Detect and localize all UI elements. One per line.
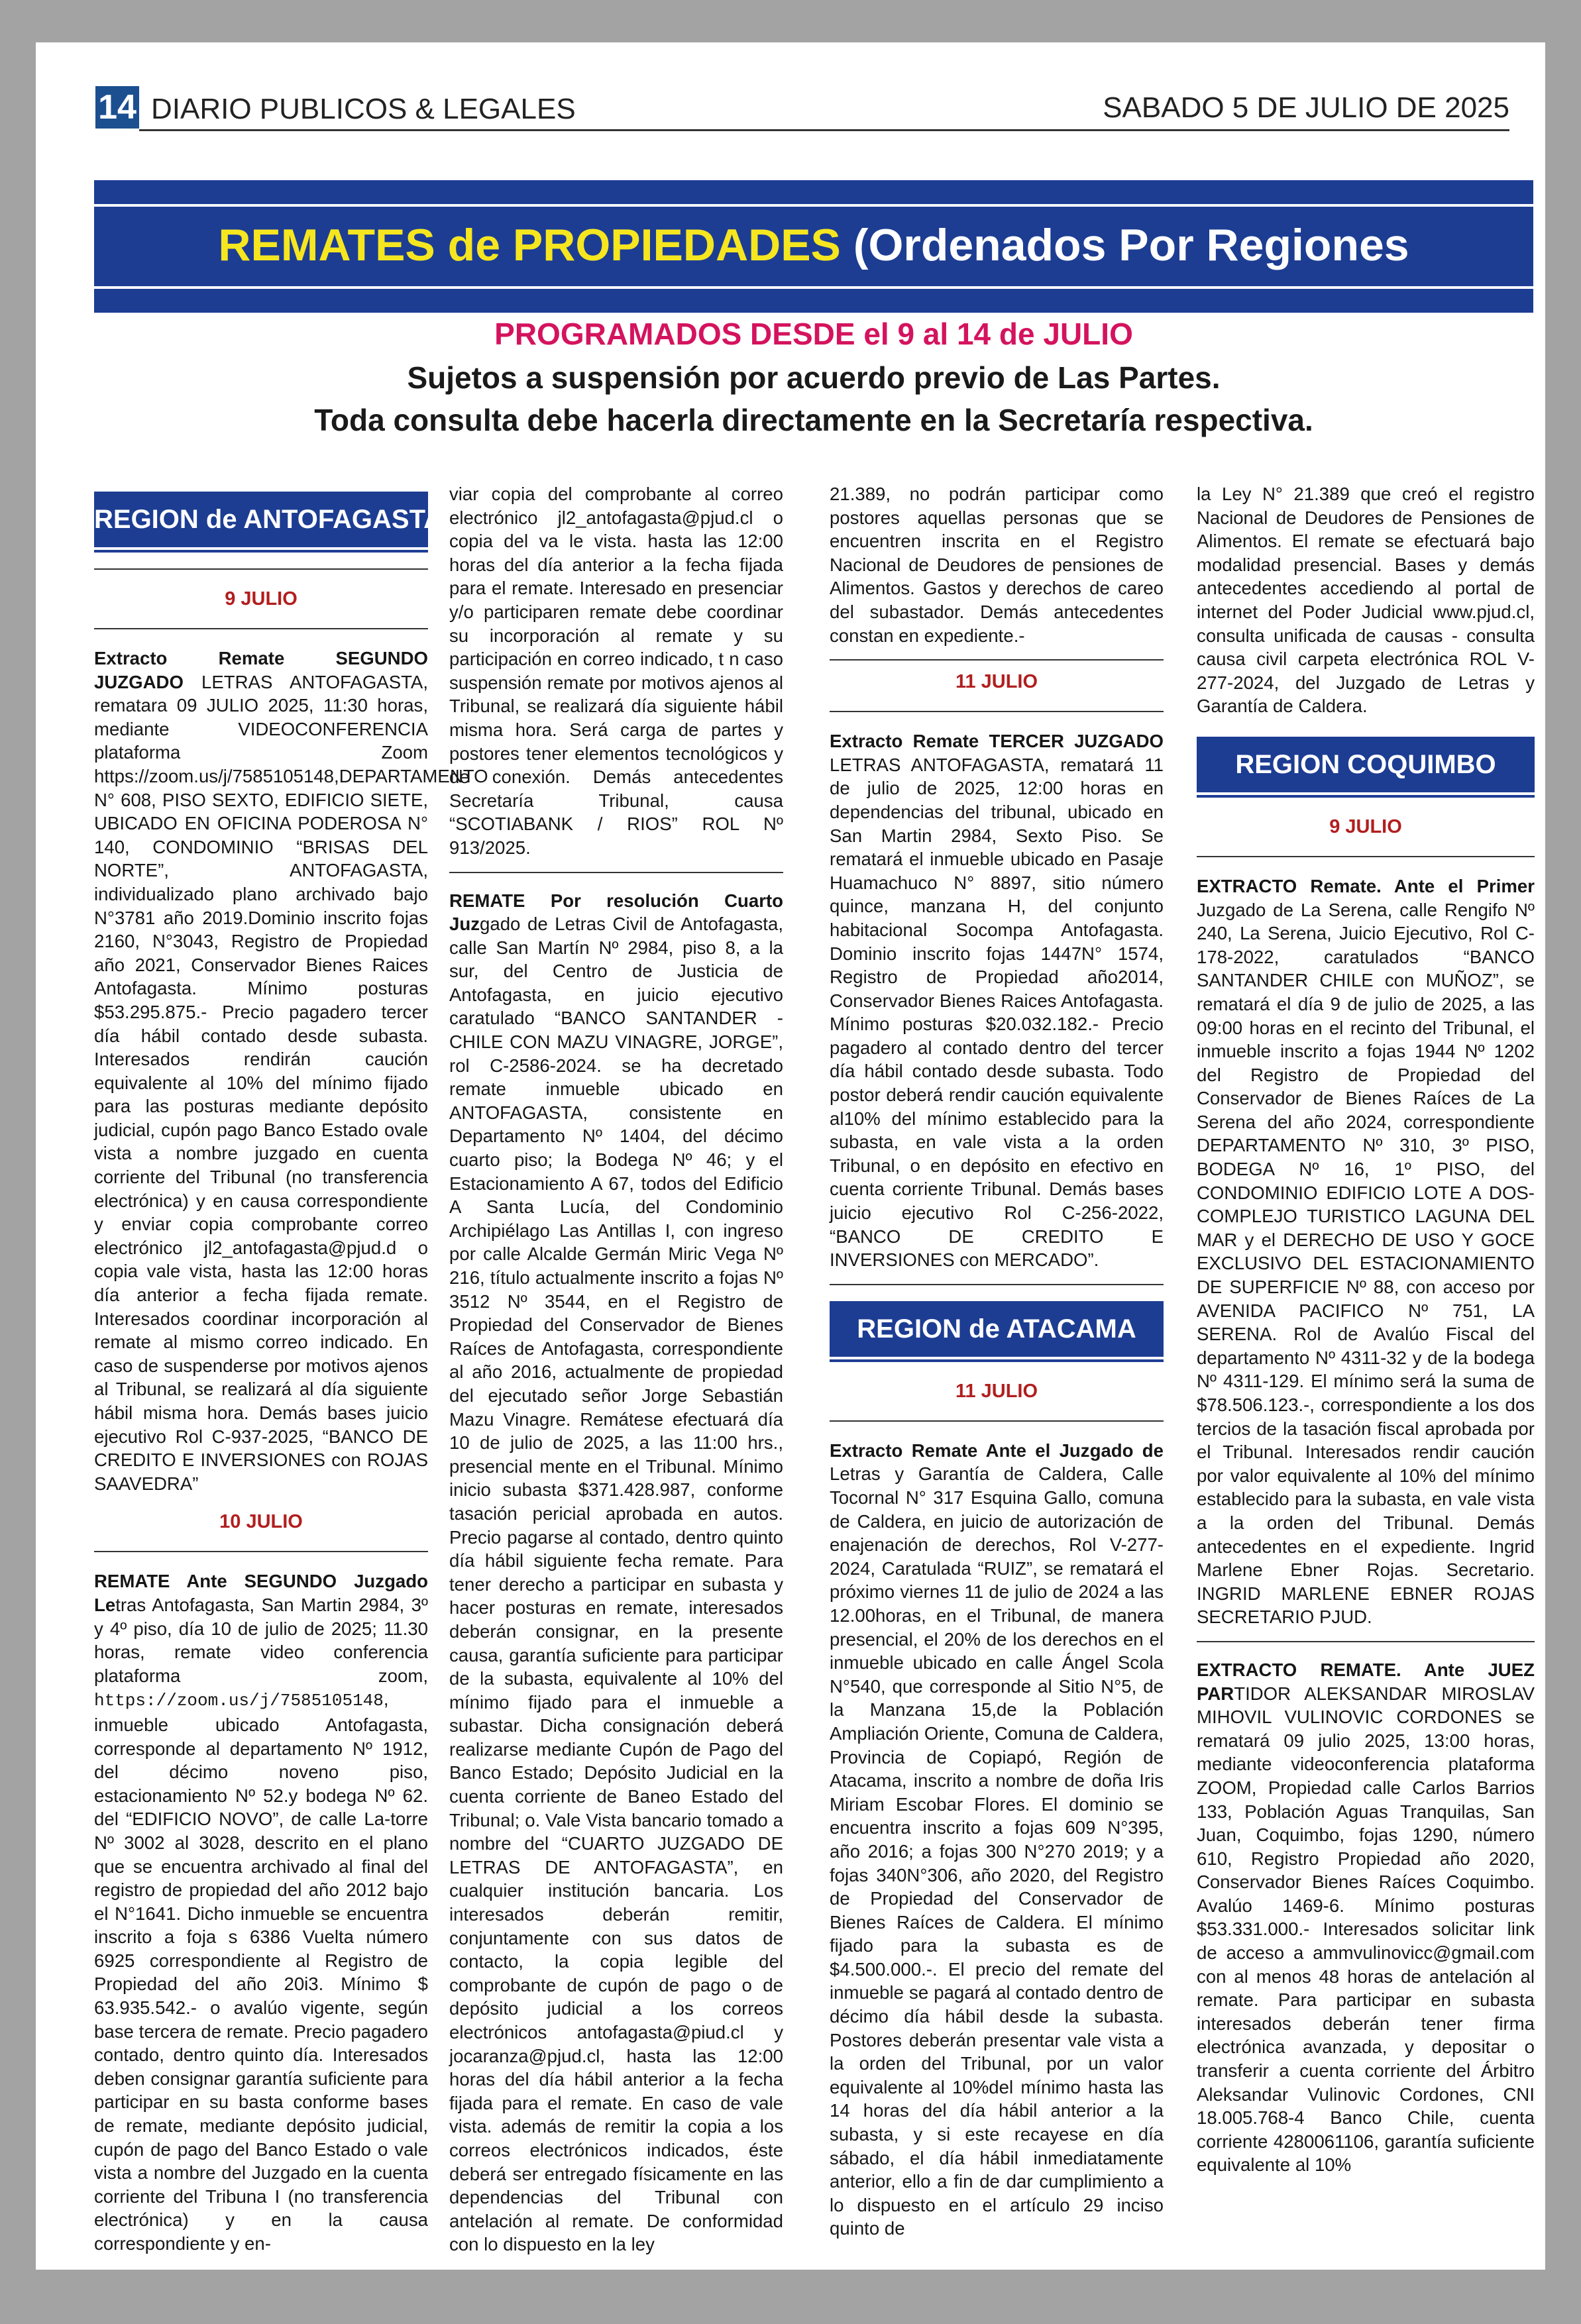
suspension-notice: Sujetos a suspensión por acuerdo previo de Las Partes.: [407, 360, 1221, 395]
notice-lead: REMATE Por resolución Cuarto Juz: [449, 890, 783, 935]
notice-lead: EXTRACTO Remate. Ante el Primer: [1197, 875, 1535, 896]
issue-date: SABADO 5 DE JULIO DE 2025: [1103, 91, 1509, 124]
date-heading: 9 JULIO: [225, 588, 298, 609]
auction-notice: [1197, 874, 1535, 1629]
date-divider: [94, 1536, 428, 1552]
notice-lead: Extracto Remate Ante el Juzgado de: [830, 1440, 1164, 1461]
publication-name: DIARIO PUBLICOS & LEGALES: [151, 93, 576, 125]
auction-notice: [94, 647, 488, 1495]
date-heading: 9 JULIO: [1329, 816, 1402, 837]
notice-body: LETRAS ANTOFAGASTA, rematará 11 de julio de 2025, 12:00 horas en dependencias del tribunal, ubicado en San Martin 2984, Sexto Piso. Se rematará el inmueble ubicado en Pasaje Huamachuco N° 8897, sitio número quince, manzana H, del conjunto habitacional Socompa Antofagasta. Dominio inscrito fojas 1447N° 1574, Registro de Propiedad año2014, Conservador Bienes Raices Antofagasta. Mínimo posturas $20.032.182.- Precio pagadero al contado dentro del tercer día hábil contado desde subasta. Todo postor deberá rendir caución equivalente al10% del mínimo establecido para la subasta, en vale vista a la orden Tribunal, o en depósito en efectivo en cuenta corriente Tribunal. Demás bases juicio ejecutivo Rol C-256-2022, “BANCO DE CREDITO E INVERSIONES con MERCADO”.: [830, 754, 1164, 1271]
notice-body: Juzgado de La Serena, calle Rengifo Nº 240, La Serena, Juicio Ejecutivo, Rol C-178-2022, caratulados “BANCO SANTANDER CHILE con MUÑOZ”, se rematará el día 9 de julio de 2025, a las 09:00 horas en el recinto del Tribunal, el inmueble inscrito a fojas 1944 Nº 1202 del Registro de Propiedad del Conservador de Bienes Raíces de La Serena del año 2024, correspondiente DEPARTAMENTO Nº 310, 3º PISO, BODEGA Nº 16, 1º PISO, del CONDOMINIO EDIFICIO LOTE A DOS-COMPLEJO TURISTICO LAGUNA DEL MAR y el DERECHO DE USO Y GOCE EXCLUSIVO DEL ESTACIONAMIENTO DE SUPERFICIE Nº 88, con acceso por AVENIDA PACIFICO Nº 751, LA SERENA. Rol de Avalúo Fiscal del departamento Nº 4311-32 y de la bodega Nº 4311-129. El mínimo será la suma de $78.506.123.-, correspondiente a los dos tercios de la tasación fiscal aprobada por el Tribunal. Interesados rendir caución por valor equivalente al 10% del mínimo establecido para la subasta, en vale vista a la orden del Tribunal. Demás antecedentes en el expediente. Ingrid Marlene Ebner Rojas. Secretario. INGRID MARLENE EBNER ROJAS SECRETARIO PJUD.: [1197, 899, 1535, 1628]
notice-continuation: la Ley N° 21.389 que creó el registro Nacional de Deudores de Pensiones de Alimentos. El remate se efectuará bajo modalidad presencial. Bases y demás antecedentes accediendo al portal de internet del Poder Judicial www.pjud.cl, consulta unificada de causas - consulta causa civil carpeta electrónica ROL V-277-2024, del Juzgado de Letras y Garantía de Caldera.: [1197, 484, 1535, 717]
notice-continuation: viar copia del comprobante al correo electrónico jl2_antofagasta@pjud.cl o copia del va le vista. hasta las 12:00 horas del día anterior a la fecha fijada para el remate. Interesado en presenciar y/o participaren remate debe coordinar su incorporación al remate y su participación en correo indicado, t n caso suspensión remate por motivos ajenos al Tribunal, se realizará día siguiente hábil misma hora. Será carga de partes y postores tener elementos tecnológicos y de conexión. Demás antecedentes Secretaría Tribunal, causa “SCOTIABANK / RIOS” ROL Nº 913/2025.: [449, 484, 783, 858]
consultation-notice: Toda consulta debe hacerla directamente en la Secretaría respectiva.: [314, 403, 1313, 437]
region-header-antofagasta: REGION de ANTOFAGASTA: [94, 492, 428, 550]
auction-notice: [830, 1439, 1164, 2241]
date-heading: 10 JULIO: [219, 1511, 303, 1533]
banner-title-sub: (Ordenados Por Regiones: [853, 220, 1409, 270]
column-2: [449, 482, 783, 2255]
date-divider: [830, 1406, 1164, 1422]
notice-body: , inmueble ubicado Antofagasta, corresponde al departamento Nº 1912, del décimo noveno piso, estacionamiento Nº 52.y bodega Nº 62. del “EDIFICIO NOVO”, de calle La-torre Nº 3002 al 3028, descrito en el plano que se encuentra archivado al final del registro de propiedad del año 2012 bajo el N°1641. Dicho inmueble se encuentra inscrito a foja s 6386 Vuelta número 6925 correspondiente al Registro de Propiedad del año 20i3. Mínimo $ 63.935.542.- o avalúo vigente, según base tercera de remate. Precio pagadero contado, dentro quinto día. Interesados deben consignar garantía suficiente para participar en su basta conforme bases de remate, mediante depósito judicial, cupón de pago del Banco Estado o vale vista a nombre del Juzgado en la cuenta corriente del Tribuna I (no transferencia electrónica) y en la causa correspondiente y en-: [94, 1689, 428, 2254]
notice-body: TIDOR ALEKSANDAR MIROSLAV MIHOVIL VULINOVIC CORDONES se rematará 09 julio 2025, 13:00 horas, mediante videoconferencia plataforma ZOOM, Propiedad calle Carlos Barrios 133, Población Aguas Tranquilas, San Juan, Coquimbo, fojas 1290, número 610, Registro Propiedad año 2020, Conservador Bienes Raíces Coquimbo. Avalúo 1469-6. Mínimo posturas $53.331.000.- Interesados solicitar link de acceso a ammvulinovicc@gmail.com con al menos 48 horas de antelación al remate. Para participar en subasta interesados deberán tener firma electrónica avanzada, y depositar o transferir a cuenta corriente del Árbitro Aleksandar Vulinovic Cordones, CNI 18.005.768-4 Banco Chile, cuenta corriente 4280061106, garantía suficiente equivalente al 10%: [1197, 1683, 1535, 2176]
date-divider: [1197, 841, 1535, 857]
page-header: [95, 86, 1509, 131]
date-heading: 11 JULIO: [955, 1380, 1038, 1402]
column-4: [1197, 482, 1535, 2251]
region-header-coquimbo: REGION COQUIMBO: [1197, 737, 1535, 795]
banner-title: [94, 204, 1533, 289]
schedule-heading: PROGRAMADOS DESDE el 9 al 14 de JULIO: [494, 317, 1133, 351]
divider: [449, 872, 783, 873]
notice-body: Letras y Garantía de Caldera, Calle Tocornal N° 317 Esquina Gallo, comuna de Caldera, en juicio de autorización de enajenación de derechos, Rol V-277-2024, Caratulada “RUIZ”, se rematará el próximo viernes 11 de julio de 2024 a las 12.00horas, en el Tribunal, de manera presencial, el 20% de los derechos en el inmueble ubicado en calle Ángel Scola N°540, que corresponde al Sitio N°5, de la Manzana 15,de la Población Ampliación Oriente, Comuna de Caldera, Provincia de Copiapó, Región de Atacama, inscrito a nombre de doña Iris Miriam Escobar Flores. El dominio se encuentra inscrito a fojas 609 N°395, año 2016; a fojas 300 N°270 2019; y a fojas 340N°306, año 2020, del Registro de Propiedad del Conservador de Bienes Raíces de Caldera. El mínimo fijado para la subasta es de $4.500.000.-. El precio del remate del inmueble se pagará al contado dentro de décimo día hábil desde la subasta. Postores deberán presentar vale vista a la orden del Tribunal, por un valor equivalente al 10%del mínimo hasta las 14 horas del día hábil anterior a la subasta, y si este recayese en día sábado, el día hábil inmediatamente anterior, ello a fin de dar cumplimiento a lo dispuesto en el artículo 29 inciso quinto de: [830, 1463, 1164, 2239]
notice-lead: REMATE Ante SEGUNDO Juzgado Le: [94, 1571, 428, 1615]
divider: [830, 659, 1164, 660]
column-3: [830, 482, 1164, 2251]
section-banner: [94, 180, 1533, 313]
header-rule: [139, 129, 1509, 131]
divider: [830, 1284, 1164, 1285]
divider: [94, 568, 428, 570]
notice-body: tras Antofagasta, San Martin 2984, 3º y 4º piso, día 10 de julio de 2025; 11.30 horas, remate video conferencia plataforma zoom,: [94, 1594, 428, 1686]
divider: [1197, 1641, 1535, 1642]
region-header-atacama: REGION de ATACAMA: [830, 1301, 1164, 1359]
zoom-link: https://zoom.us/j/7585105148: [94, 1691, 384, 1711]
date-heading: 11 JULIO: [955, 671, 1038, 693]
auction-notice: [94, 1569, 428, 2255]
notice-body: LETRAS ANTOFAGASTA, rematara 09 JULIO 2025, 11:30 horas, mediante VIDEOCONFERENCIA plataforma Zoom https://zoom.us/j/7585105148,DEPARTAMENTO N° 608, PISO SEXTO, EDIFICIO SIETE, UBICADO EN OFICINA PODEROSA N° 140, CONDOMINIO “BRISAS DEL NORTE”, ANTOFAGASTA, individualizado plano archivado bajo N°3781 año 2019.Dominio inscrito fojas 2160, N°3043, Registro de Propiedad año 2021, Conservador Bienes Raices Antofagasta. Mínimo posturas $53.295.875.- Precio pagadero tercer día hábil contado desde subasta. Interesados rendirán caución equivalente al 10% del mínimo fijado para las posturas mediante depósito judicial, cupón pago Banco Estado ovale vista a nombre juzgado en cuenta corriente del Tribunal (no transferencia electrónica) y en causa correspondiente y enviar copia comprobante correo electrónico jl2_antofagasta@pjud.d o copia vale vista, hasta las 12:00 horas día anterior a fecha fijada remate. Interesados coordinar incorporación al remate al mismo correo indicado. En caso de suspenderse por motivos ajenos al Tribunal, se realizará al día siguiente hábil misma hora. Demás bases juicio ejecutivo Rol C-937-2025, “BANCO DE CREDITO E INVERSIONES con ROJAS SAAVEDRA”: [94, 671, 488, 1494]
banner-title-main: REMATES de PROPIEDADES: [218, 220, 853, 270]
newspaper-page: [36, 42, 1545, 2270]
date-divider: [830, 696, 1164, 712]
auction-notice: [449, 889, 783, 2256]
notice-lead: Extracto Remate SEGUNDO JUZGADO: [94, 648, 428, 692]
notice-lead: Extracto Remate TERCER JUZGADO: [830, 731, 1164, 752]
date-divider: [94, 613, 428, 629]
page-number: 14: [95, 86, 139, 129]
auction-notice: [1197, 1658, 1535, 2177]
notice-body: gado de Letras Civil de Antofagasta, calle San Martín Nº 2984, piso 8, a la sur, del Centro de Justicia de Antofagasta, en juicio ejecutivo caratulado “BANCO SANTANDER - CHILE CON MAZU VINAGRE, JORGE”, rol C-2586-2024. se ha decretado remate inmueble ubicado en ANTOFAGASTA, consistente en Departamento Nº 1404, del décimo cuarto piso; la Bodega Nº 46; y el Estacionamiento A 67, todos del Edificio A Santa Lucía, del Condominio Archipiélago Las Antillas I, con ingreso por calle Alcalde Germán Miric Vega Nº 216, título actualmente inscrito a fojas Nº 3512 Nº 3544, en el Registro de Propiedad del Conservador de Bienes Raíces de Antofagasta, correspondiente al año 2016, actualmente de propiedad del ejecutado señor Jorge Sebastián Mazu Vinagre. Remátese efectuará día 10 de julio de 2025, a las 11:00 hrs., presencial mente en el Tribunal. Mínimo inicio subasta $371.428.987, conforme tasación pericial aprobada en autos. Precio pagarse al contado, dentro quinto día hábil siguiente fecha remate. Para tener derecho a participar en subasta y hacer posturas en remate, interesados deberán consignar, en la presente causa, garantía suficiente para participar de la subasta, equivalente al 10% del mínimo fijado para el inmueble a subastar. Dicha consignación deberá realizarse mediante Cupón de Pago del Banco Estado; Depósito Judicial en la cuenta corriente de Baneo Estado del Tribunal; o. Vale Vista bancario tomado a nombre del “CUARTO JUZGADO DE LETRAS DE ANTOFAGASTA”, en cualquier institución bancaria. Los interesados deberán remitir, conjuntamente con sus datos de contacto, la copia legible del comprobante de cupón de pago o de depósito judicial a los correos electrónicos antofagasta@piud.cl y jocaranza@pjud.cl, hasta las 12:00 horas del día hábil anterior a la fecha fijada para el remate. En caso de vale vista. además de remitir la copia a los correos electrónicos indicados, éste deberá ser entregado físicamente en las dependencias del Tribunal con antelación al remate. De conformidad con lo dispuesto en la ley: [449, 914, 783, 2255]
auction-notice: [830, 729, 1164, 1272]
notice-continuation: 21.389, no podrán participar como postores aquellas personas que se encuentren inscrita en el Registro Nacional de Deudores de pensiones de Alimentos. Gastos y derechos de careo del subastador. Demás antecedentes constan en expediente.-: [830, 484, 1164, 646]
column-1: [94, 482, 488, 2254]
notice-lead: EXTRACTO REMATE. Ante JUEZ PAR: [1197, 1659, 1535, 1704]
